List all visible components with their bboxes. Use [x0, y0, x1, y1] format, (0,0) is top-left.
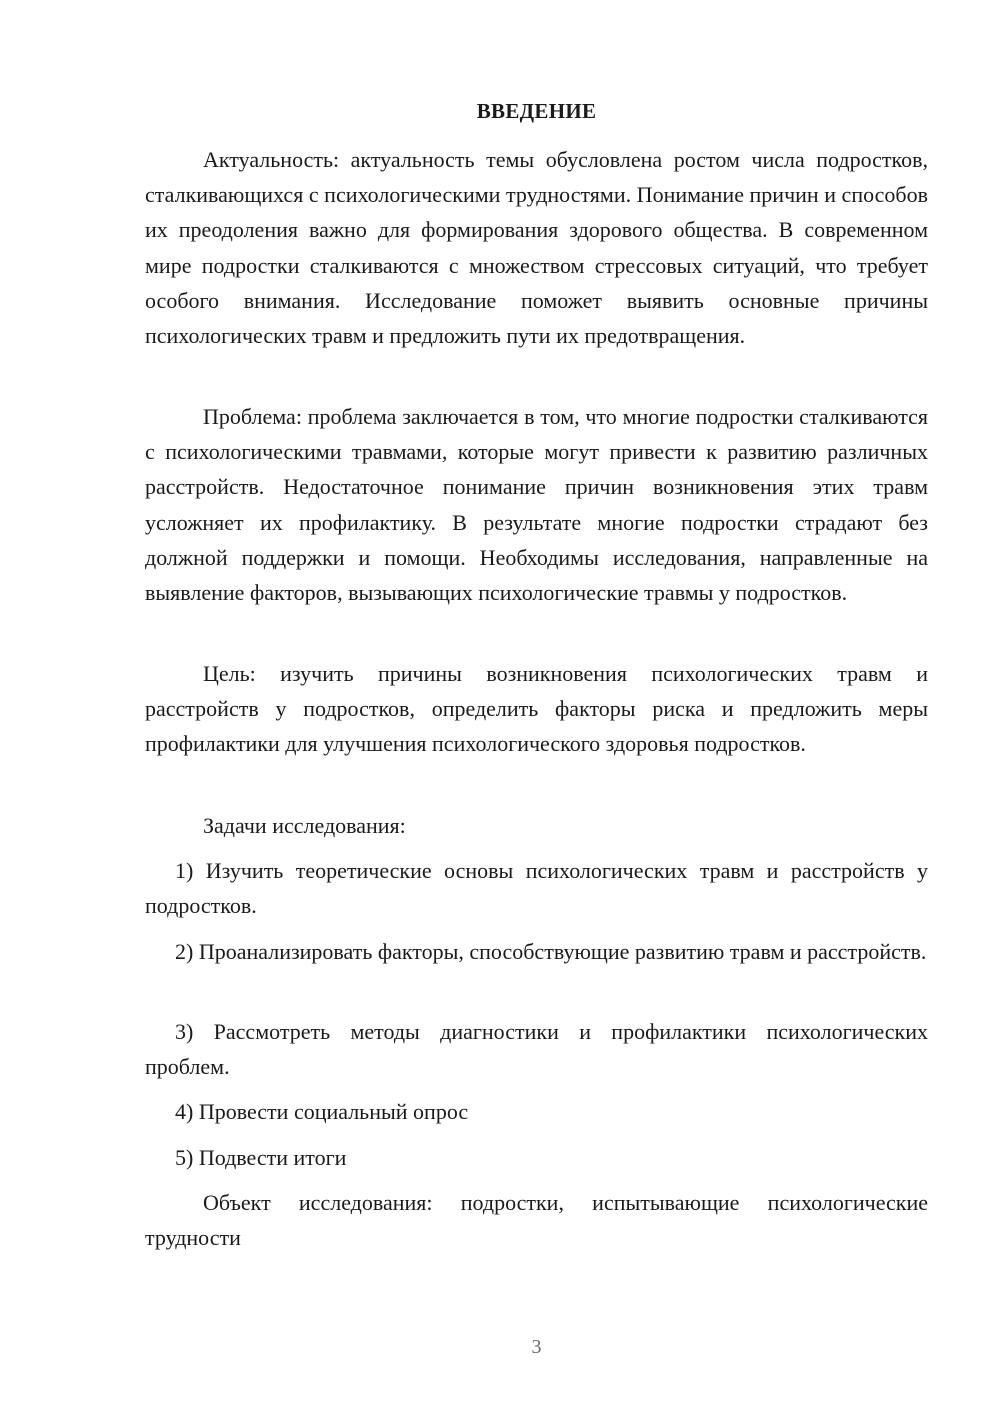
task-item-1: 1) Изучить теоретические основы психологических травм и расстройств у подростков.: [145, 858, 928, 919]
task-item-5: 5) Подвести итоги: [175, 1145, 347, 1170]
page-number: 3: [531, 1336, 542, 1358]
object-paragraph: Объект исследования: подростки, испытывающие психологические трудности: [145, 1190, 928, 1251]
task-item-4: 4) Провести социальный опрос: [175, 1099, 469, 1124]
document-page: [145, 0, 928, 1414]
relevance-paragraph: Актуальность: актуальность темы обусловлена ростом числа подростков, сталкивающихся с психологическими трудностями. Понимание причин и способов их преодоления важно для формирования здорового общества. В современном мире подростки сталкиваются с множеством стрессовых ситуаций, что требует особого внимания. Исследование поможет выявить основные причины психологических травм и предложить пути их предотвращения.: [145, 147, 928, 349]
task-item-2: 2) Проанализировать факторы, способствующие развитию травм и расстройств.: [175, 939, 927, 964]
task-item-3: 3) Рассмотреть методы диагностики и профилактики психологических проблем.: [145, 1019, 928, 1080]
section-title: ВВЕДЕНИЕ: [476, 99, 597, 123]
tasks-heading: Задачи исследования:: [203, 813, 406, 838]
goal-paragraph: Цель: изучить причины возникновения психологических травм и расстройств у подростков, определить факторы риска и предложить меры профилактики для улучшения психологического здоровья подростков.: [145, 661, 928, 757]
problem-paragraph: Проблема: проблема заключается в том, что многие подростки сталкиваются с психологическими травмами, которые могут привести к развитию различных расстройств. Недостаточное понимание причин возникновения этих травм усложняет их профилактику. В результате многие подростки страдают без должной поддержки и помощи. Необходимы исследования, направленные на выявление факторов, вызывающих психологические травмы у подростков.: [145, 404, 928, 606]
